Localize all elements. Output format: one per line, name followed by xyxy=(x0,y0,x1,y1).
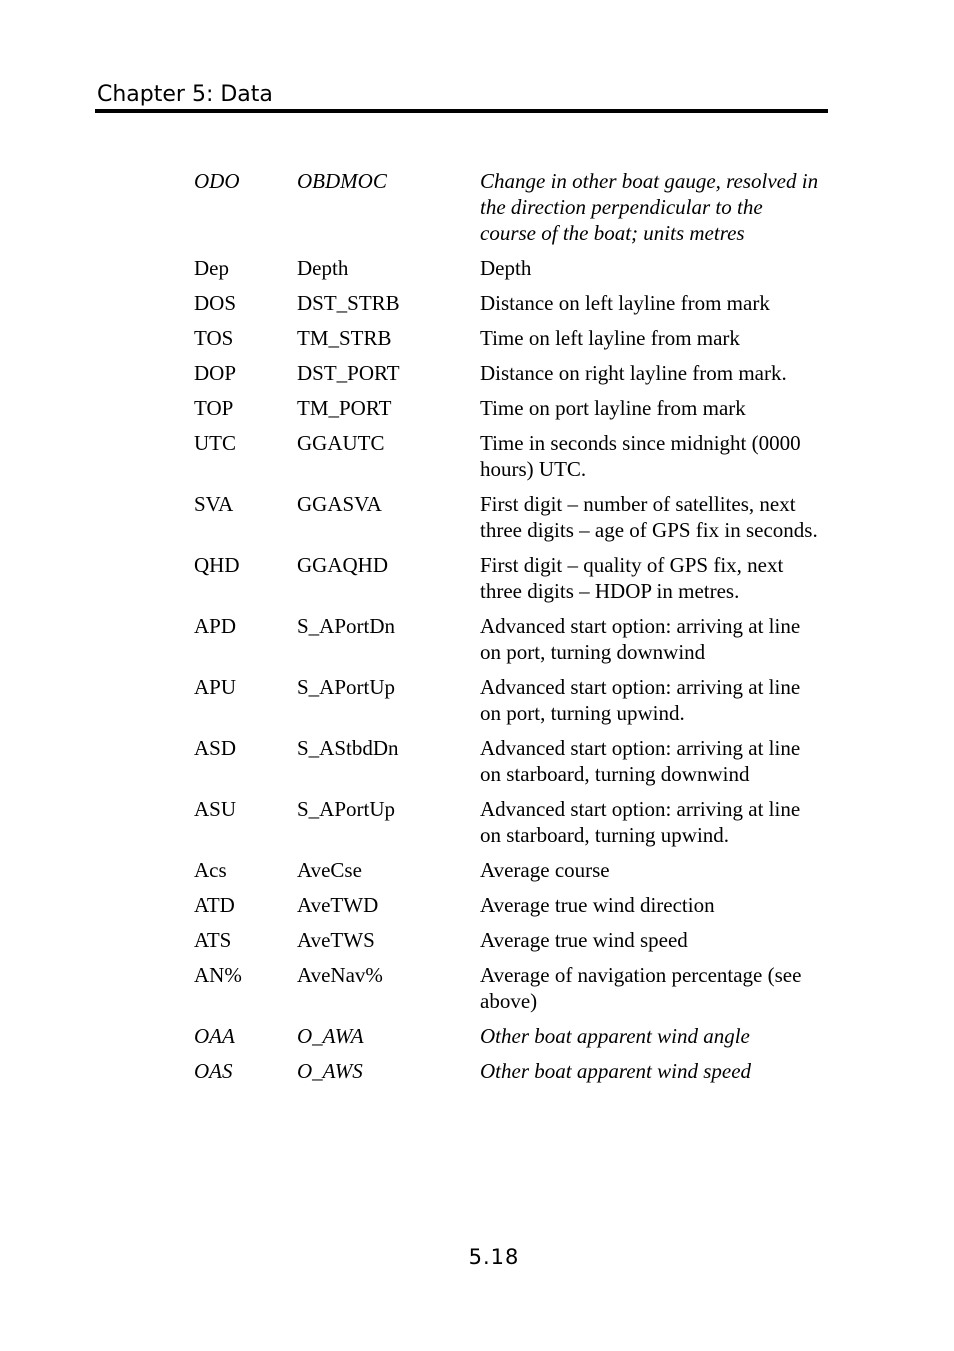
table-row xyxy=(194,395,824,421)
table-row xyxy=(194,1058,824,1084)
row-description: Time on left layline from mark xyxy=(480,326,740,350)
row-abbreviation: ASU xyxy=(194,797,237,821)
row-abbreviation: ATS xyxy=(194,928,232,952)
row-field-name: Depth xyxy=(297,256,349,280)
row-field-name: AveTWS xyxy=(297,928,375,952)
row-abbreviation: TOS xyxy=(194,326,234,350)
row-field-name: O_AWS xyxy=(297,1059,363,1083)
table-row xyxy=(194,430,824,482)
row-field-name: S_AStbdDn xyxy=(297,736,399,760)
table-row xyxy=(194,674,824,726)
row-abbreviation: ATD xyxy=(194,893,235,917)
row-description: Advanced start option: arriving at line on starboard, turning upwind. xyxy=(480,797,801,847)
row-field-name: GGAUTC xyxy=(297,431,385,455)
row-abbreviation: ODO xyxy=(194,169,240,193)
row-description: Average true wind speed xyxy=(480,928,688,952)
table-row xyxy=(194,796,824,848)
chapter-header: Chapter 5: Data xyxy=(97,82,273,107)
data-definitions-table xyxy=(194,168,824,1093)
row-abbreviation: TOP xyxy=(194,396,234,420)
table-row xyxy=(194,168,824,246)
table-row xyxy=(194,290,824,316)
row-abbreviation: AN% xyxy=(194,963,242,987)
row-field-name: DST_STRB xyxy=(297,291,400,315)
table-row xyxy=(194,491,824,543)
row-field-name: GGASVA xyxy=(297,492,382,516)
row-field-name: S_APortUp xyxy=(297,797,396,821)
table-row xyxy=(194,927,824,953)
row-field-name: S_APortDn xyxy=(297,614,396,638)
row-description: Change in other boat gauge, resolved in the direction perpendicular to the course of the boat; units metres xyxy=(480,169,819,245)
table-row xyxy=(194,613,824,665)
table-row xyxy=(194,892,824,918)
table-row xyxy=(194,857,824,883)
row-abbreviation: OAS xyxy=(194,1059,233,1083)
row-field-name: AveTWD xyxy=(297,893,379,917)
row-field-name: S_APortUp xyxy=(297,675,396,699)
table-row xyxy=(194,735,824,787)
row-abbreviation: APD xyxy=(194,614,237,638)
row-description: Advanced start option: arriving at line on starboard, turning downwind xyxy=(480,736,801,786)
row-abbreviation: UTC xyxy=(194,431,236,455)
row-field-name: AveCse xyxy=(297,858,362,882)
row-field-name: AveNav% xyxy=(297,963,383,987)
row-description: Distance on left layline from mark xyxy=(480,291,770,315)
row-description: Time on port layline from mark xyxy=(480,396,746,420)
row-description: Average true wind direction xyxy=(480,893,715,917)
row-description: Average course xyxy=(480,858,610,882)
row-field-name: GGAQHD xyxy=(297,553,388,577)
row-abbreviation: DOS xyxy=(194,291,237,315)
row-field-name: DST_PORT xyxy=(297,361,400,385)
row-abbreviation: SVA xyxy=(194,492,234,516)
table-row xyxy=(194,1023,824,1049)
row-abbreviation: DOP xyxy=(194,361,237,385)
row-abbreviation: APU xyxy=(194,675,237,699)
table-row xyxy=(194,360,824,386)
row-abbreviation: Dep xyxy=(194,256,229,280)
row-description: Time in seconds since midnight (0000 hours) UTC. xyxy=(480,431,801,481)
row-description: Depth xyxy=(480,256,532,280)
row-field-name: OBDMOC xyxy=(297,169,387,193)
row-field-name: TM_PORT xyxy=(297,396,392,420)
row-abbreviation: QHD xyxy=(194,553,240,577)
row-description: First digit – quality of GPS fix, next three digits – HDOP in metres. xyxy=(480,553,784,603)
row-description: Average of navigation percentage (see above) xyxy=(480,963,802,1013)
row-abbreviation: ASD xyxy=(194,736,237,760)
row-field-name: TM_STRB xyxy=(297,326,392,350)
page-number: 5.18 xyxy=(468,1245,520,1269)
row-description: Other boat apparent wind angle xyxy=(480,1024,750,1048)
row-description: Advanced start option: arriving at line on port, turning upwind. xyxy=(480,675,801,725)
table-row xyxy=(194,255,824,281)
row-description: Other boat apparent wind speed xyxy=(480,1059,752,1083)
row-field-name: O_AWA xyxy=(297,1024,364,1048)
row-abbreviation: Acs xyxy=(194,858,227,882)
row-abbreviation: OAA xyxy=(194,1024,235,1048)
row-description: Advanced start option: arriving at line on port, turning downwind xyxy=(480,614,801,664)
header-rule xyxy=(95,109,828,113)
row-description: Distance on right layline from mark. xyxy=(480,361,787,385)
table-row xyxy=(194,962,824,1014)
table-row xyxy=(194,552,824,604)
table-row xyxy=(194,325,824,351)
row-description: First digit – number of satellites, next three digits – age of GPS fix in seconds. xyxy=(480,492,818,542)
